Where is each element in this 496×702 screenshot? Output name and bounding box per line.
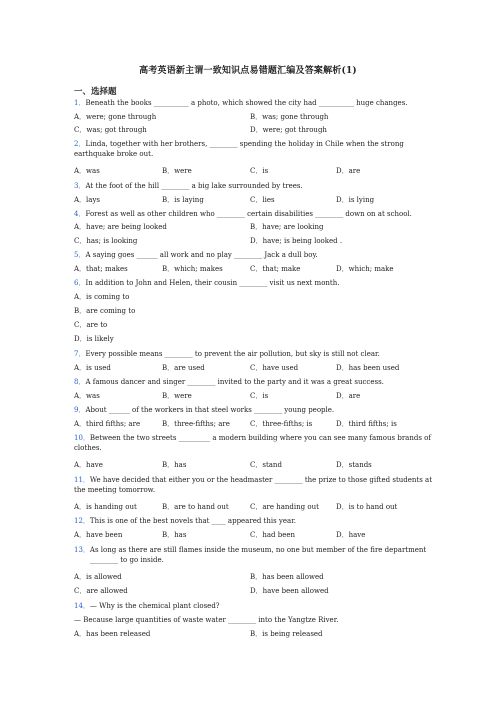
question-text: A famous dancer and singer ________ invited to the party and it was a great success. [85,378,384,386]
question-number: 9． [74,406,86,414]
option-d[interactable]: D．third fifths; is [336,420,397,428]
option-c[interactable]: C．are allowed [74,587,128,595]
option-b[interactable]: B．has [162,461,187,469]
question-text: About ______ of the workers in that steel works ________ young people. [85,406,335,414]
question-7 [74,349,434,359]
option-c[interactable]: C．that; make [250,265,301,273]
options-row [74,586,444,596]
question-13 [74,545,450,565]
question-text: Every possible means ________ to prevent the air pollution, but sky is still not clear. [85,350,380,358]
question-12 [74,516,434,526]
question-number: 11． [74,476,90,484]
option-a[interactable]: A．were; gone through [74,113,157,121]
option-c[interactable]: C．has; is looking [74,237,138,245]
options-row [74,195,444,205]
option-c[interactable]: C．three-fifths; is [250,420,313,428]
option-a[interactable]: A．is handing out [74,503,137,511]
option-c[interactable]: C．are to [74,321,108,329]
page-title: 高考英语新主谓一致知识点易错题汇编及答案解析(1) [139,66,357,76]
options-row [74,572,444,582]
question-text: This is one of the best novels that ____ appeared this year. [89,517,297,525]
question-text: We have decided that either you or the headmaster ________ the prize to those gifted students at the meeting tomorrow. [74,476,433,494]
option-a[interactable]: A．is coming to [74,293,130,301]
option-b[interactable]: B．are coming to [74,307,136,315]
question-8 [74,377,434,387]
options-row [74,629,444,639]
question-number: 12． [74,517,90,525]
question-number: 14． [74,602,90,610]
options-row [74,112,444,122]
question-text: Beneath the books __________ a photo, which showed the city had __________ huge changes. [85,99,408,107]
option-a[interactable]: A．that; makes [74,265,128,273]
options-row [74,264,444,274]
option-c[interactable]: C．had been [250,531,296,539]
option-b[interactable]: B．are to hand out [162,503,229,511]
question-text: In addition to John and Helen, their cousin ________ visit us next month. [85,279,340,287]
option-b[interactable]: B．were [162,392,192,400]
option-a[interactable]: A．has been released [74,630,151,638]
question-text: Linda, together with her brothers, ________ spending the holiday in Chile when the strong earthquake broke out. [74,140,404,158]
option-d[interactable]: D．are [336,167,361,175]
options-row [74,460,444,470]
option-b[interactable]: B．has [162,531,187,539]
options-row [74,166,444,176]
option-d[interactable]: D．have [336,531,366,539]
question-10 [74,433,434,453]
options-row [74,530,444,540]
question-text: — Why is the chemical plant closed? [89,602,220,610]
question-number: 2． [74,140,86,148]
option-c[interactable]: C．lies [250,196,275,204]
question-3 [74,181,434,191]
option-b[interactable]: B．have; are looking [250,223,324,231]
options-row [74,391,444,401]
question-text: At the foot of the hill ________ a big lake surrounded by trees. [85,182,303,190]
option-a[interactable]: A．lays [74,196,101,204]
question-number: 5． [74,251,86,259]
option-c[interactable]: C．are handing out [250,503,319,511]
question-number: 1． [74,99,86,107]
question-text: A saying goes ______ all work and no play ________ Jack a dull boy. [85,251,318,259]
option-c[interactable]: C．is [250,167,269,175]
option-a[interactable]: A．third fifths; are [74,420,141,428]
question-6 [74,278,434,288]
question-9 [74,405,434,415]
option-a[interactable]: A．was [74,392,100,400]
question-text: As long as there are still flames inside the museum, no one but member of the fire department ________ to go inside. [89,546,427,564]
question-number: 4． [74,210,86,218]
question-5 [74,250,434,260]
options-row [74,363,444,373]
option-b[interactable]: B．which; makes [162,265,223,273]
option-d[interactable]: D．is to hand out [336,503,398,511]
question-4 [74,209,434,219]
option-b[interactable]: B．was; gone through [250,113,329,121]
option-c[interactable]: C．is [250,392,269,400]
option-c[interactable]: C．have used [250,364,299,372]
option-b[interactable]: B．were [162,167,192,175]
options-row [74,125,444,135]
option-b[interactable]: B．are used [162,364,205,372]
question-text: Forest as well as other children who ________ certain disabilities ________ down on at school. [85,210,412,218]
option-a[interactable]: A．have [74,461,103,469]
question-2 [74,139,434,159]
question-number: 7． [74,350,86,358]
option-a[interactable]: A．is used [74,364,111,372]
question-number: 6． [74,279,86,287]
option-b[interactable]: B．three-fifths; are [162,420,230,428]
option-d[interactable]: D．are [336,392,361,400]
option-c[interactable]: C．was; got through [74,126,147,134]
option-d[interactable]: D．stands [336,461,372,469]
section-heading: 一、选择题 [74,87,117,97]
options-row [74,502,444,512]
option-b[interactable]: B．is being released [250,630,323,638]
question-14 [74,601,434,611]
option-d[interactable]: D．have; is being looked . [250,237,343,245]
options-row [74,222,444,232]
option-c[interactable]: C．stand [250,461,282,469]
options-row [74,236,444,246]
option-a[interactable]: A．have been [74,531,123,539]
question-1 [74,98,434,108]
question-number: 13． [74,546,90,554]
option-d[interactable]: D．were; got through [250,126,327,134]
option-d[interactable]: D．has been used [336,364,400,372]
question-number: 3． [74,182,86,190]
option-d[interactable]: D．is likely [74,335,114,343]
option-d[interactable]: D．which; make [336,265,394,273]
option-a[interactable]: A．have; are being looked [74,223,167,231]
question-number: 10． [74,434,90,442]
option-b[interactable]: B．is laying [162,196,204,204]
option-d[interactable]: D．have been allowed [250,587,329,595]
question-14-line-2: — Because large quantities of waste water ________ into the Yangtze River. [74,616,339,624]
option-d[interactable]: D．is lying [336,196,375,204]
option-a[interactable]: A．was [74,167,100,175]
option-a[interactable]: A．is allowed [74,573,122,581]
question-11 [74,475,434,495]
options-row [74,419,444,429]
option-b[interactable]: B．has been allowed [250,573,324,581]
question-text: Between the two streets _________ a modern building where you can see many famous brands of clothes. [74,434,431,452]
question-number: 8． [74,378,86,386]
